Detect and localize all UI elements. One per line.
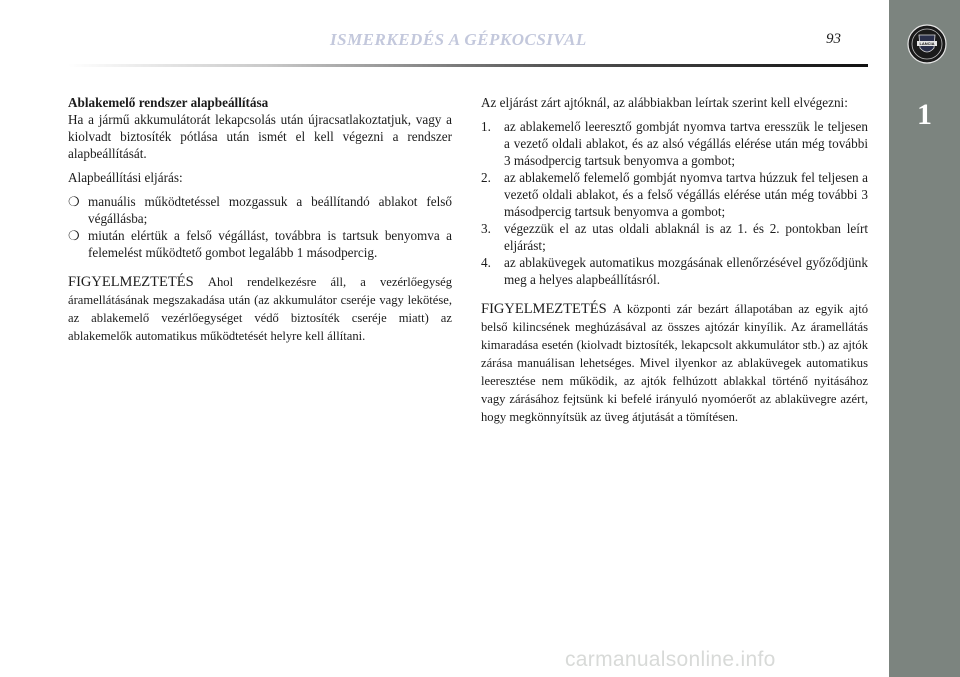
numbered-step	[481, 220, 868, 254]
warning-label: FIGYELMEZTETÉS	[481, 301, 607, 317]
warning-text: A központi zár bezárt állapotában az egyik ajtó belső kilincsének meghúzásával az összes ajtózár kinyílik. Az áramellátás kimaradása esetén (kiolvadt biztosíték, lekapcsolt akkumulátor stb.) az ajtók zárása manuálisan lehetséges. Mivel ilyenkor az ablaküvegek automatikus leeresztése nem működik, az ajtók felhúzott ablakkal történő nyitásához vagy zárásához fejtsünk ki befelé irányuló nyomóerőt az ablaküvegre azért, hogy megkönnyítsük az üveg átjutását a tömítésen.	[481, 302, 869, 424]
section-heading: Ablakemelő rendszer alapbeállítása	[68, 95, 269, 110]
warning-paragraph	[68, 273, 452, 345]
left-column	[68, 94, 452, 345]
right-column	[481, 94, 868, 426]
header-rule	[68, 64, 868, 67]
step-text: az ablakemelő felemelő gombját nyomva tartva húzzuk fel teljesen a vezető oldali ablakot, és a felső végállás elérése után még további 3 másodpercig tartsuk benyomva a gombot;	[504, 170, 868, 219]
step-number: 1.	[481, 119, 491, 134]
step-number: 3.	[481, 221, 491, 236]
step-text: végezzük el az utas oldali ablaknál is az 1. és 2. pontokban leírt eljárást;	[504, 221, 868, 253]
logo-text: LANCIA	[919, 41, 935, 46]
step-text: az ablaküvegek automatikus mozgásának ellenőrzésével győződjünk meg a helyes alapbeállításról.	[504, 255, 868, 287]
bullet-text: manuális működtetéssel mozgassuk a beállítandó ablakot felső végállásba;	[88, 194, 452, 226]
bullet-circle-icon: ❍	[68, 228, 80, 243]
running-header-title: ISMERKEDÉS A GÉPKOCSIVAL	[330, 30, 587, 49]
warning-label: FIGYELMEZTETÉS	[68, 274, 194, 290]
step-number: 2.	[481, 170, 491, 185]
warning-paragraph	[481, 300, 868, 426]
numbered-step	[481, 118, 868, 169]
watermark-link[interactable]: carmanualsonline.info	[565, 648, 776, 671]
numbered-step	[481, 254, 868, 288]
bullet-text: miután elértük a felső végállást, továbbra is tartsuk benyomva a felemelést működtető gombot legalább 1 másodpercig.	[88, 228, 452, 260]
numbered-step	[481, 169, 868, 220]
intro-paragraph: Ha a jármű akkumulátorát lekapcsolás után újracsatlakoztatjuk, vagy a kiolvadt biztosíték pótlása után ismét el kell végezni a rendszer alapbeállítását.	[68, 112, 452, 161]
step-text: az ablakemelő leeresztő gombját nyomva tartva eresszük le teljesen a vezető oldali ablakot, és az alsó végállás elérése után még további 3 másodpercig tartsuk benyomva a gombot;	[504, 119, 868, 168]
lancia-logo-icon	[907, 24, 947, 64]
chapter-number: 1	[917, 98, 932, 131]
page-number: 93	[826, 31, 841, 47]
warning-text: Ahol rendelkezésre áll, a vezérlőegység áramellátásának megszakadása után (az akkumulátor cseréje vagy lekötése, az ablakemelő vezérlőegységet védő biztosíték cseréje miatt) az ablakemelők automatikus működtetését helyre kell állítani.	[68, 275, 452, 343]
procedure-label: Alapbeállítási eljárás:	[68, 170, 183, 185]
bullet-circle-icon: ❍	[68, 194, 80, 209]
step-number: 4.	[481, 255, 491, 270]
procedure-intro: Az eljárást zárt ajtóknál, az alábbiakban leírtak szerint kell elvégezni:	[481, 95, 848, 110]
bullet-item	[68, 227, 452, 261]
bullet-item	[68, 193, 452, 227]
